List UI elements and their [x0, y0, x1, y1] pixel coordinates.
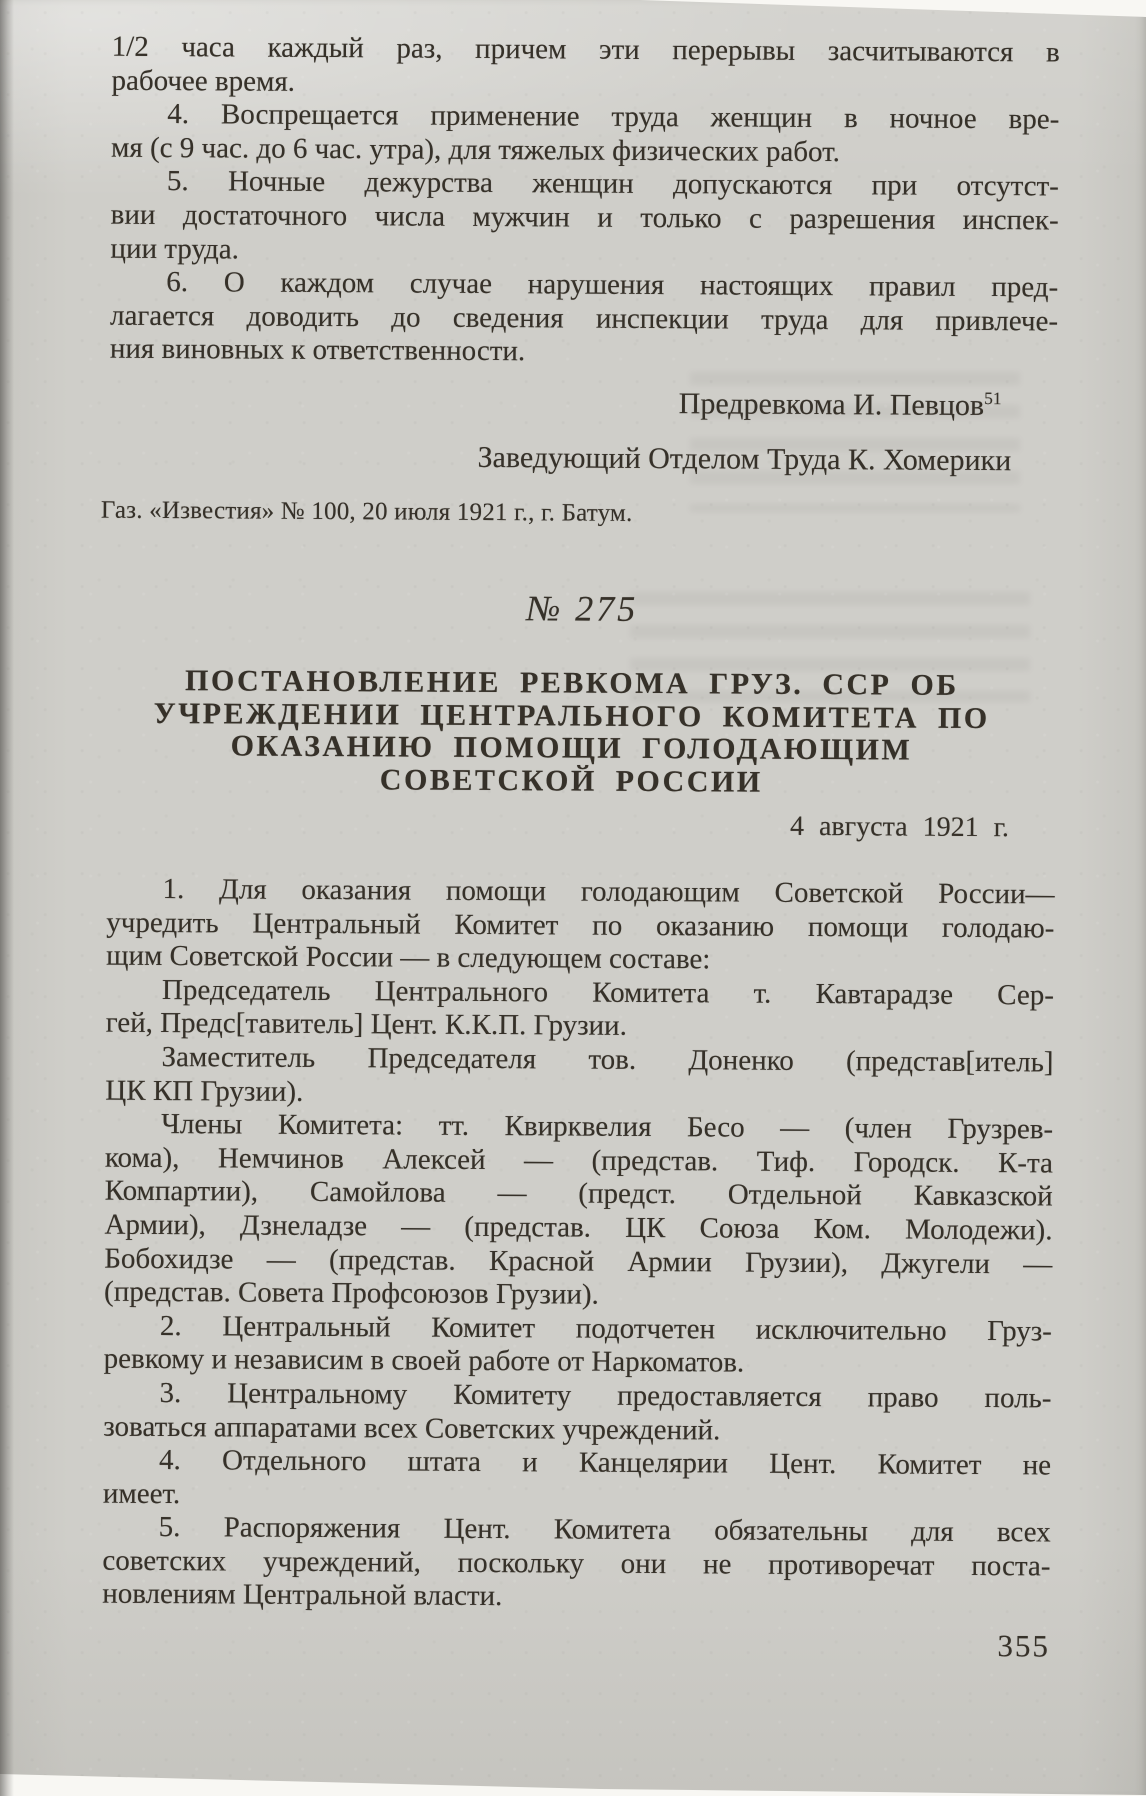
signature-labor-department-head: Заведующий Отделом Труда К. Хомерики [477, 440, 1012, 478]
text-line: вии достаточного числа мужчин и только с разрешения инспек- [110, 198, 1059, 237]
page-number: 355 [997, 1628, 1051, 1664]
footnote-marker: 51 [984, 388, 1002, 409]
text-line: ции труда. [110, 232, 240, 266]
text-line: советских учреждений, поскольку они не противоречат поста- [102, 1544, 1051, 1583]
text-line: Заместитель Председателя тов. Доненко (представ[итель] [161, 1040, 1054, 1079]
decree-date: 4 августа 1921 г. [789, 810, 1010, 844]
decree-number: № 275 [526, 588, 639, 629]
text-line: рабочее время. [111, 64, 296, 98]
text-line: Члены Комитета: тт. Квирквелия Бесо — (член Грузрев- [161, 1108, 1054, 1146]
text-line: Бобохидзе — (представ. Красной Армии Грузии), Джугели — [104, 1242, 1053, 1280]
text-line: кома), Немчинов Алексей — (представ. Тиф. Городск. К-та [104, 1141, 1054, 1180]
signature-chairman-text: Предревкома И. Певцов [678, 387, 985, 423]
text-line: 3. Центральному Комитету предоставляется право поль- [159, 1376, 1052, 1415]
text-line: щим Советской России — в следующем составе: [106, 939, 711, 976]
text-line: 5. Распоряжения Цент. Комитета обязательны для всех [158, 1511, 1051, 1549]
text-line: Армии), Дзнеладзе — (представ. ЦК Союза Ком. Молодежи). [104, 1208, 1053, 1247]
text-line: 2. Центральный Комитет подотчетен исключительно Груз- [159, 1309, 1052, 1348]
text-line: лагается доводить до сведения инспекции труда для привлече- [109, 299, 1059, 338]
decree-title-line: УЧРЕЖДЕНИИ ЦЕНТРАЛЬНОГО КОМИТЕТА ПО [153, 696, 990, 735]
text-line: 4. Отдельного штата и Канцелярии Цент. Комитет не [158, 1444, 1052, 1482]
text-line: ния виновных к ответственности. [109, 333, 526, 368]
text-line: 1/2 часа каждый раз, причем эти перерывы засчитываются в [111, 30, 1060, 69]
text-line: гей, Предс[тавитель] Цент. К.К.П. Грузии. [105, 1007, 627, 1043]
decree-title [51, 664, 1092, 800]
text-line: Председатель Центрального Комитета т. Кавтарадзе Сер- [161, 973, 1055, 1012]
text-line: учредить Центральный Комитет по оказанию помощи голодаю- [106, 906, 1055, 945]
text-line: 6. О каждом случае нарушения настоящих правил пред- [166, 266, 1059, 304]
decree-title-line: ОКАЗАНИЮ ПОМОЩИ ГОЛОДАЮЩИМ [230, 729, 913, 767]
text-line: ревкому и независим в своей работе от Наркоматов. [103, 1342, 745, 1379]
text-line: зоваться аппаратами всех Советских учреждений. [103, 1410, 721, 1446]
text-line: имеет. [102, 1477, 181, 1510]
text-line: мя (с 9 час. до 6 час. утра), для тяжелых физических работ. [111, 131, 840, 168]
previous-decree-end-paragraphs [110, 31, 1060, 373]
signature-chairman [109, 383, 1057, 424]
text-line: Компартии), Самойлова — (предст. Отдельной Кавказской [104, 1175, 1053, 1213]
text-line: 4. Воспрещается применение труда женщин в ночное вре- [167, 98, 1060, 136]
text-line: 1. Для оказания помощи голодающим Советской России— [162, 873, 1055, 911]
text-line: ЦК КП Грузии). [105, 1074, 304, 1108]
decree-title-line: ПОСТАНОВЛЕНИЕ РЕВКОМА ГРУЗ. ССР ОБ [184, 664, 959, 702]
text-line: новлениям Центральной власти. [102, 1578, 503, 1613]
source-citation: Газ. «Известия» № 100, 20 июля 1921 г., г. Батум. [100, 496, 633, 527]
text-line: (представ. Совета Профсоюзов Грузии). [104, 1275, 599, 1311]
decree-title-line: СОВЕТСКОЙ РОССИИ [379, 762, 763, 799]
text-line: 5. Ночные дежурства женщин допускаются при отсутст- [166, 165, 1059, 203]
scan-edge-shadow [0, 0, 14, 1796]
decree-body-paragraphs [102, 873, 1054, 1618]
